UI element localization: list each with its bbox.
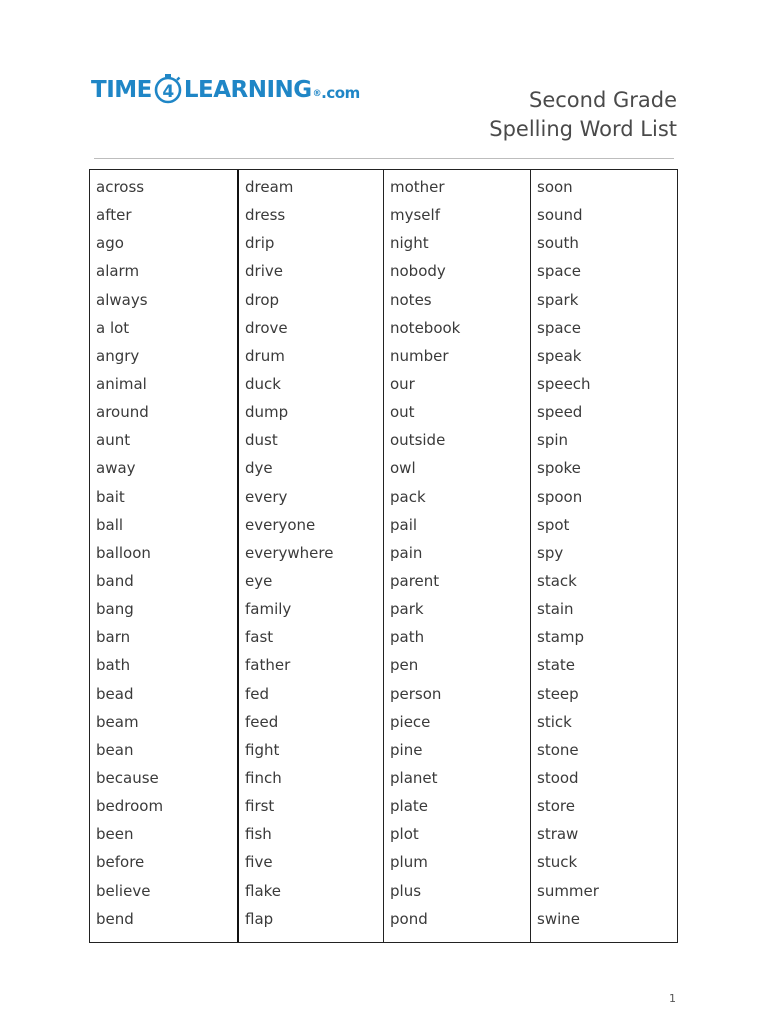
- word-cell: everyone: [245, 515, 316, 534]
- word-cell: person: [390, 684, 442, 703]
- word-cell: myself: [390, 206, 440, 225]
- word-column-4: [530, 170, 677, 942]
- word-cell: speech: [537, 374, 591, 393]
- word-cell: outside: [390, 431, 446, 450]
- page-number: 1: [669, 992, 676, 1005]
- word-cell: plot: [390, 825, 419, 844]
- word-cell: stain: [537, 600, 574, 619]
- word-cell: eye: [245, 571, 273, 590]
- word-cell: pine: [390, 740, 423, 759]
- word-cell: aunt: [96, 431, 131, 450]
- word-cell: drip: [245, 234, 275, 253]
- word-cell: everywhere: [245, 543, 334, 562]
- word-cell: state: [537, 656, 575, 675]
- word-cell: sound: [537, 206, 583, 225]
- word-cell: five: [245, 853, 273, 872]
- word-cell: planet: [390, 768, 438, 787]
- word-cell: bang: [96, 600, 134, 619]
- word-cell: ball: [96, 515, 124, 534]
- word-cell: band: [96, 571, 134, 590]
- word-cell: stone: [537, 740, 579, 759]
- word-cell: duck: [245, 374, 281, 393]
- word-cell: pack: [390, 487, 426, 506]
- stopwatch-four-icon: [153, 74, 183, 104]
- word-cell: south: [537, 234, 579, 253]
- word-cell: a lot: [96, 318, 130, 337]
- word-cell: night: [390, 234, 429, 253]
- word-table: [89, 169, 678, 943]
- word-cell: flap: [245, 909, 274, 928]
- word-cell: fast: [245, 628, 274, 647]
- word-cell: bead: [96, 684, 134, 703]
- word-cell: stuck: [537, 853, 578, 872]
- word-cell: bath: [96, 656, 131, 675]
- word-cell: space: [537, 318, 582, 337]
- word-cell: spy: [537, 543, 564, 562]
- word-cell: mother: [390, 178, 445, 196]
- logo-text-com: .com: [321, 84, 360, 102]
- word-cell: dust: [245, 431, 278, 450]
- word-cell: notes: [390, 290, 432, 309]
- word-cell: alarm: [96, 262, 140, 281]
- word-cell: drop: [245, 290, 280, 309]
- word-cell: after: [96, 206, 132, 225]
- word-cell: straw: [537, 825, 579, 844]
- title-line-1: Second Grade: [529, 88, 677, 112]
- word-cell: family: [245, 600, 292, 619]
- word-column-3: [383, 170, 530, 942]
- word-cell: out: [390, 403, 415, 422]
- word-cell: angry: [96, 346, 140, 365]
- word-cell: spot: [537, 515, 570, 534]
- word-cell: spoon: [537, 487, 583, 506]
- word-cell: every: [245, 487, 288, 506]
- word-cell: plate: [390, 797, 428, 816]
- word-cell: our: [390, 374, 415, 393]
- word-cell: before: [96, 853, 145, 872]
- word-cell: piece: [390, 712, 431, 731]
- word-column-1: [90, 170, 237, 942]
- word-cell: stood: [537, 768, 579, 787]
- word-cell: drum: [245, 346, 285, 365]
- logo-text-time: TIME: [91, 77, 152, 103]
- word-cell: believe: [96, 881, 151, 900]
- brand-logo: [91, 72, 360, 102]
- word-cell: swine: [537, 909, 580, 928]
- word-cell: bend: [96, 909, 134, 928]
- word-cell: summer: [537, 881, 599, 900]
- word-cell: pain: [390, 543, 423, 562]
- word-cell: first: [245, 797, 275, 816]
- word-cell: drive: [245, 262, 283, 281]
- logo-text-learning: LEARNING: [183, 77, 312, 103]
- word-cell: dye: [245, 459, 273, 478]
- word-cell: number: [390, 346, 449, 365]
- word-cell: dress: [245, 206, 286, 225]
- word-cell: barn: [96, 628, 131, 647]
- word-cell: father: [245, 656, 291, 675]
- title-line-2: Spelling Word List: [489, 117, 677, 141]
- word-cell: owl: [390, 459, 416, 478]
- word-cell: spin: [537, 431, 569, 450]
- svg-text:4: 4: [162, 82, 174, 102]
- word-cell: because: [96, 768, 159, 787]
- word-cell: steep: [537, 684, 579, 703]
- word-cell: spark: [537, 290, 579, 309]
- word-cell: fish: [245, 825, 272, 844]
- word-cell: always: [96, 290, 148, 309]
- word-cell: park: [390, 600, 424, 619]
- word-cell: bean: [96, 740, 134, 759]
- word-cell: bedroom: [96, 797, 164, 816]
- word-cell: across: [96, 178, 145, 196]
- header-divider: [94, 158, 674, 159]
- word-cell: space: [537, 262, 582, 281]
- word-cell: away: [96, 459, 136, 478]
- word-cell: notebook: [390, 318, 461, 337]
- word-column-2: [237, 170, 383, 942]
- word-cell: bait: [96, 487, 125, 506]
- logo-registered-mark: ®: [312, 89, 322, 99]
- word-cell: plus: [390, 881, 422, 900]
- word-cell: plum: [390, 853, 428, 872]
- word-cell: feed: [245, 712, 279, 731]
- word-cell: been: [96, 825, 134, 844]
- word-cell: fight: [245, 740, 280, 759]
- word-cell: stack: [537, 571, 577, 590]
- word-cell: around: [96, 403, 149, 422]
- word-cell: beam: [96, 712, 139, 731]
- word-cell: nobody: [390, 262, 446, 281]
- word-cell: stick: [537, 712, 572, 731]
- word-cell: speak: [537, 346, 582, 365]
- word-cell: flake: [245, 881, 282, 900]
- page-title: [489, 86, 677, 144]
- word-cell: balloon: [96, 543, 151, 562]
- word-cell: ago: [96, 234, 124, 253]
- word-cell: speed: [537, 403, 583, 422]
- word-cell: parent: [390, 571, 440, 590]
- word-cell: dream: [245, 178, 294, 196]
- word-cell: pond: [390, 909, 428, 928]
- word-cell: path: [390, 628, 425, 647]
- word-cell: animal: [96, 374, 147, 393]
- word-cell: fed: [245, 684, 270, 703]
- word-cell: drove: [245, 318, 288, 337]
- word-cell: store: [537, 797, 575, 816]
- word-cell: soon: [537, 178, 573, 196]
- word-cell: spoke: [537, 459, 581, 478]
- word-cell: stamp: [537, 628, 585, 647]
- word-cell: dump: [245, 403, 289, 422]
- word-cell: finch: [245, 768, 282, 787]
- word-cell: pen: [390, 656, 419, 675]
- word-cell: pail: [390, 515, 418, 534]
